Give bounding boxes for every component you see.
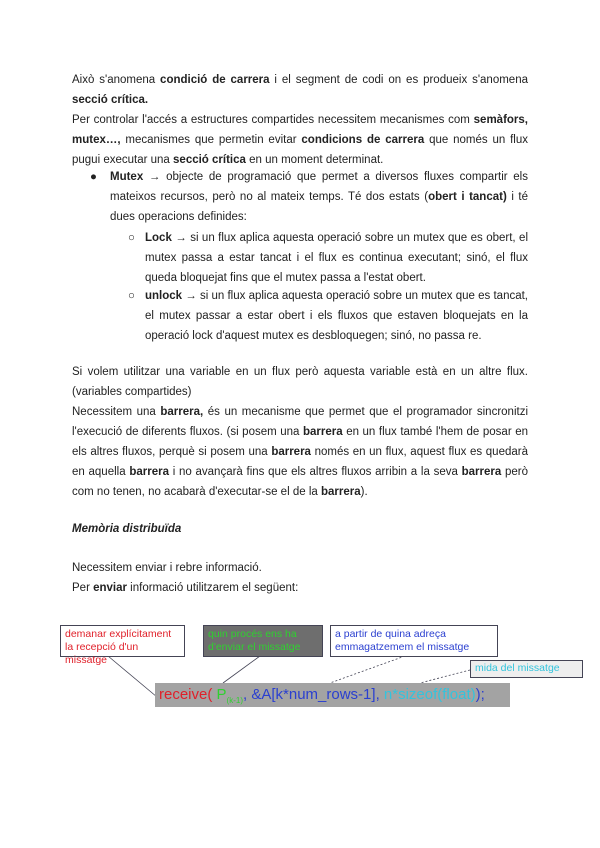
code-sep: , [375, 686, 380, 703]
bullet-icon: ○ [128, 290, 135, 302]
annotation-message-size: mida del missatge [470, 660, 583, 678]
text-run: però com no tenen, no acabarà d'executar-se el de la [72, 466, 528, 498]
text-run: que només un flux pugui executar una [72, 134, 529, 166]
bold-term: barrera, [160, 406, 204, 418]
code-address: &A[k*num_rows-1] [247, 686, 376, 703]
bold-term: barrera [461, 466, 502, 478]
code-end: ); [475, 686, 485, 703]
text-run: en un moment determinat. [245, 154, 384, 166]
code-function: receive( [159, 686, 213, 703]
text-run: Això s'anomena [72, 74, 161, 86]
bold-term: unlock [145, 290, 183, 302]
text-run: i té dues operacions definides: [110, 191, 528, 223]
text-run: → si un flux aplica aquesta operació sobre un mutex que es tancat, el mutex passar a estar obert i els fluxos que estaven bloquejats en la operació lock d'aquest mutex es desbloquegen; sinó, no passa re. [145, 290, 528, 342]
code-sep: , [243, 686, 248, 703]
text-run: Necessitem una [72, 406, 161, 418]
code-process-name: P [216, 686, 227, 703]
bold-term: obert i tancat) [428, 191, 507, 203]
bold-term: condicions de carrera [301, 134, 425, 146]
text-run: Si volem utilitzar una variable en un flux però aquesta variable està en un altre flux.(variables compartides) [72, 366, 528, 398]
bold-term: Lock [145, 232, 172, 244]
text-run: i no avançarà fins que els altres fluxos arribin a la seva [168, 466, 462, 478]
text-run: Per [72, 582, 94, 594]
bold-term: Memòria distribuïda [72, 523, 182, 535]
bold-term: secció crítica [173, 154, 246, 166]
text-run: Per controlar l'accés a estructures compartides necessitem mecanismes com [72, 114, 474, 126]
text-run: i el segment de codi on es produeix s'anomena [269, 74, 528, 86]
bold-term: barrera [271, 446, 311, 458]
code-process [212, 686, 243, 703]
text-run: Necessitem enviar i rebre informació. [72, 562, 262, 574]
code-size: n*sizeof(float) [379, 686, 476, 703]
annotation-sender-process: quin procés ens ha d'enviar el missatge [203, 625, 323, 657]
bold-term: Mutex [110, 171, 144, 183]
text-run: mecanismes que permetin evitar [120, 134, 302, 146]
bold-term: barrera [320, 486, 361, 498]
bold-term: secció crítica. [72, 94, 149, 106]
text-run: en un flux també l'hem de posar en els altres fluxos, perquè si posem una [72, 426, 528, 458]
bold-term: barrera [303, 426, 343, 438]
text-run: és un mecanisme que permet que el programador sincronitzi l'execució de diferents fluxos. (si posem una [72, 406, 528, 438]
bold-term: enviar [93, 582, 127, 594]
annotation-explicit-receive: demanar explícitament la recepció d'un missatge [60, 625, 185, 657]
bullet-icon: ● [90, 171, 97, 183]
text-run: ). [360, 486, 368, 498]
bold-term: barrera [129, 466, 169, 478]
annotation-buffer-address: a partir de quina adreça emmagatzemem el missatge [330, 625, 498, 657]
text-run: → si un flux aplica aquesta operació sobre un mutex que es obert, el mutex passa a estar tancat i el flux es continua executant; sinó, el flux queda bloquejat fins que el mutex passa a l'estat obert. [145, 232, 528, 284]
text-run: només en un flux, aquest flux es quedarà en aquella [72, 446, 528, 478]
text-run: informació utilitzarem el següent: [126, 582, 299, 594]
text-run: → objecte de programació que permet a diversos fluxes compartir els mateixos recursos, però no al mateix temps. Té dos estats ( [110, 171, 528, 203]
receive-code [155, 683, 510, 707]
bold-term: semàfors, mutex…, [72, 114, 528, 146]
code-process-sub: (k-1) [226, 696, 243, 705]
bullet-icon: ○ [128, 232, 135, 244]
bold-term: condició de carrera [160, 74, 270, 86]
